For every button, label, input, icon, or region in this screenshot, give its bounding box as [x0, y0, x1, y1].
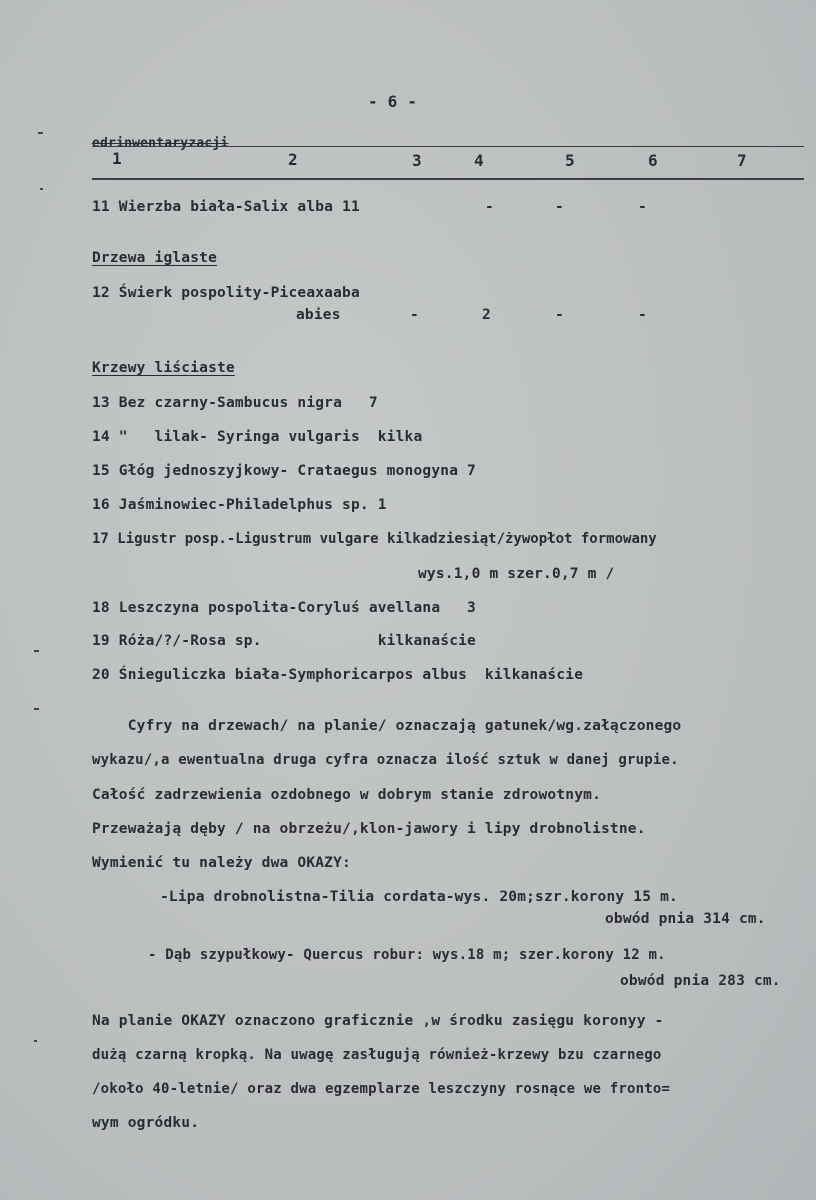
margin-mark [34, 1040, 37, 1042]
paragraph2-line1: Na planie OKAZY oznaczono graficznie ,w środku zasięgu koronyy - [92, 1013, 664, 1029]
col-header-1: 1 [112, 149, 122, 168]
paragraph2-line2: dużą czarną kropką. Na uwagę zasługują również-krzewy bzu czarnego [92, 1047, 662, 1063]
margin-mark [38, 132, 43, 134]
row-14: 14 " lilak- Syringa vulgaris kilka [92, 429, 423, 445]
col-header-2: 2 [288, 150, 298, 169]
paragraph2-line4: wym ogródku. [92, 1115, 200, 1131]
page-number: - 6 - [368, 92, 418, 111]
row-19: 19 Róża/?/-Rosa sp. kilkanaście [92, 633, 476, 649]
row-15: 15 Głóg jednoszyjkowy- Crataegus monogyna 7 [92, 463, 476, 479]
row-12-col3: - [410, 307, 419, 323]
row-11-col6: - [638, 199, 647, 215]
margin-mark [40, 188, 43, 190]
row-11-col4: - [485, 199, 494, 215]
row-17: 17 Ligustr posp.-Ligustrum vulgare kilkadziesiąt/żywopłot formowany [92, 531, 657, 547]
row-12-col5: - [555, 307, 564, 323]
row-16: 16 Jaśminowiec-Philadelphus sp. 1 [92, 497, 387, 513]
col-header-7: 7 [737, 151, 747, 170]
paragraph1-line1: Cyfry na drzewach/ na planie/ oznaczają gatunek/wg.załączonego [92, 718, 682, 734]
header-bottom-rule [92, 178, 804, 180]
struck-header-text: edrinwentaryzacji [92, 136, 229, 151]
specimen-linden-line1: -Lipa drobnolistna-Tilia cordata-wys. 20m;szr.korony 15 m. [160, 889, 678, 905]
row-17-continuation: wys.1,0 m szer.0,7 m / [418, 566, 615, 582]
row-12-line1: 12 Świerk pospolity-Piceaxaaba [92, 285, 360, 301]
header-top-rule [92, 146, 804, 147]
row-11-col5: - [555, 199, 564, 215]
col-header-6: 6 [648, 151, 658, 170]
row-20: 20 Śnieguliczka biała-Symphoricarpos albus kilkanaście [92, 667, 584, 683]
specimen-linden-line2: obwód pnia 314 cm. [605, 911, 766, 927]
margin-mark [34, 650, 39, 652]
row-18: 18 Leszczyna pospolita-Coryluś avellana 3 [92, 600, 476, 616]
section-heading-conifers: Drzewa iglaste [92, 250, 218, 266]
paragraph1-line4: Przeważają dęby / na obrzeżu/,klon-jawory i lipy drobnolistne. [92, 821, 646, 837]
paragraph1-line2: wykazu/,a ewentualna druga cyfra oznacza ilość sztuk w danej grupie. [92, 752, 679, 768]
row-13: 13 Bez czarny-Sambucus nigra 7 [92, 395, 378, 411]
col-header-4: 4 [474, 151, 484, 170]
row-12-col4: 2 [482, 307, 491, 323]
specimen-oak-line1: - Dąb szypułkowy- Quercus robur: wys.18 m; szer.korony 12 m. [148, 947, 666, 963]
row-12-col6: - [638, 307, 647, 323]
row-12-line2: abies [296, 307, 341, 323]
paragraph1-line3: Całość zadrzewienia ozdobnego w dobrym stanie zdrowotnym. [92, 787, 601, 803]
col-header-3: 3 [412, 151, 422, 170]
col-header-5: 5 [565, 151, 575, 170]
paragraph2-line3: /około 40-letnie/ oraz dwa egzemplarze leszczyny rosnące we fronto= [92, 1081, 671, 1097]
row-11: 11 Wierzba biała-Salix alba 11 [92, 199, 360, 215]
section-heading-shrubs: Krzewy liściaste [92, 360, 235, 376]
specimen-oak-line2: obwód pnia 283 cm. [620, 973, 781, 989]
margin-mark [34, 708, 39, 710]
paragraph1-line5: Wymienić tu należy dwa OKAZY: [92, 855, 351, 871]
